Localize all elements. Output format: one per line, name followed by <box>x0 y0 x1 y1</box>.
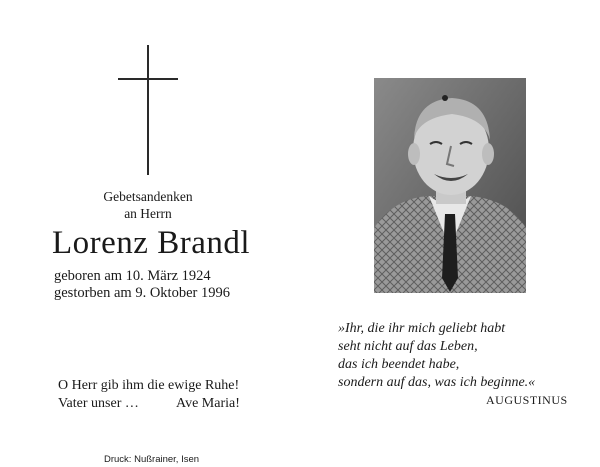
heading-line2: an Herrn <box>124 206 172 221</box>
portrait-illustration <box>374 78 526 293</box>
prayer-line1: O Herr gib ihm die ewige Ruhe! <box>58 378 240 393</box>
quote-line1: »Ihr, die ihr mich geliebt habt <box>338 321 506 336</box>
death-date: gestorben am 9. Oktober 1996 <box>54 285 230 301</box>
quote-line2: seht nicht auf das Leben, <box>338 339 478 354</box>
cross-icon-bar <box>118 78 178 80</box>
printer-note: Druck: Nußrainer, Isen <box>104 454 200 465</box>
deceased-name: Lorenz Brandl <box>52 225 251 261</box>
quote-author: AUGUSTINUS <box>486 393 568 407</box>
quote-line3: das ich beendet habe, <box>338 357 460 372</box>
prayer-line2a: Vater unser … <box>58 396 139 411</box>
quote-line4: sondern auf das, was ich beginne.« <box>338 375 536 390</box>
birth-date: geboren am 10. März 1924 <box>54 268 211 284</box>
cross-icon <box>147 45 149 175</box>
portrait-photo <box>374 78 526 293</box>
prayer-line2b: Ave Maria! <box>176 396 240 411</box>
heading-line1: Gebetsandenken <box>103 189 193 204</box>
